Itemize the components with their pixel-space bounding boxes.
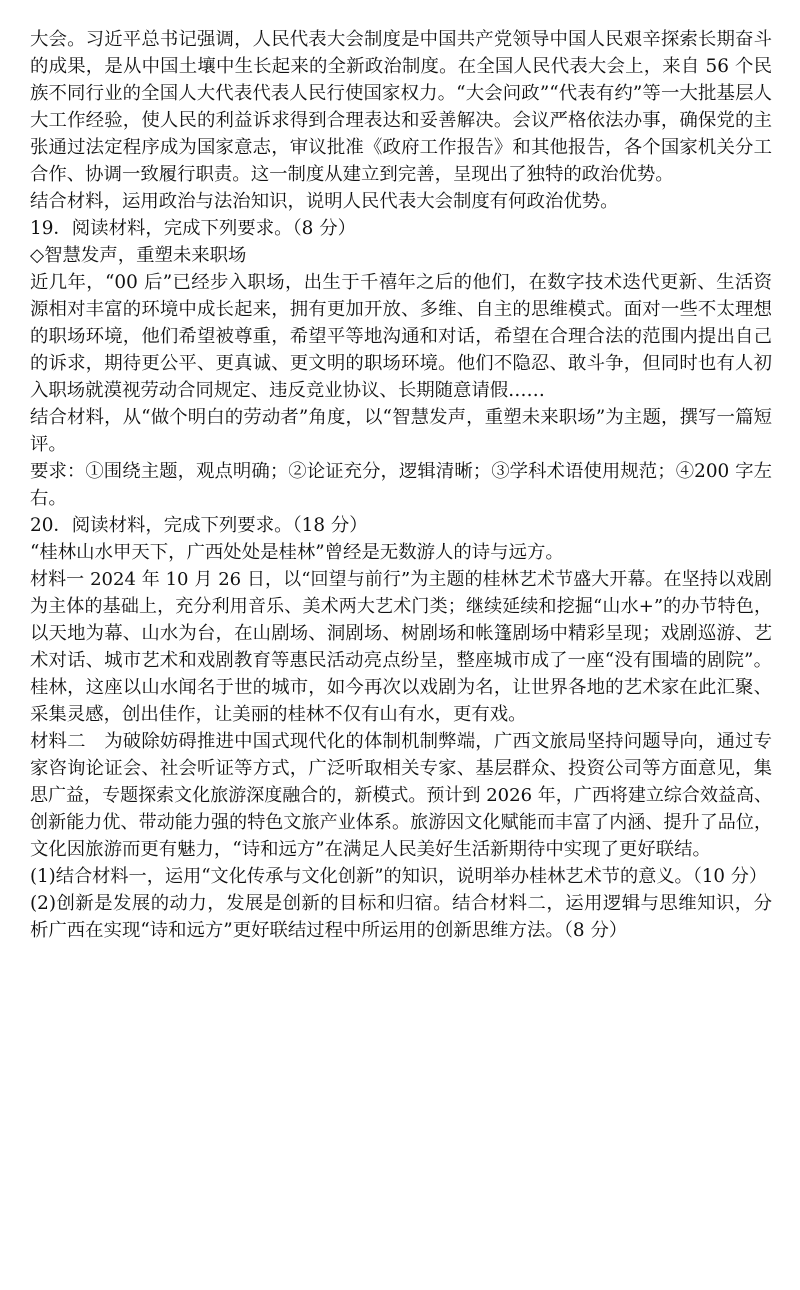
q20-material2-line: 创新能力优、带动能力强的特色文旅产业体系。旅游因文化赋能而丰富了内涵、提升了品位， xyxy=(30,812,772,833)
q20-subquestion-2-line: (2)创新是发展的动力，发展是创新的目标和归宿。结合材料二，运用逻辑与思维知识，分 xyxy=(30,893,772,914)
q18-passage-line: 合作、协调一致履行职责。这一制度从建立到完善，呈现出了独特的政治优势。 xyxy=(30,164,674,185)
q19-material-line: 入职场就漠视劳动合同规定、违反竞业协议、长期随意请假…… xyxy=(30,380,545,401)
q20-material1-line: 术对话、城市艺术和戏剧教育等惠民活动亮点纷呈，整座城市成了一座“没有围墙的剧院”。 xyxy=(30,650,772,671)
q19-heading: 19．阅读材料，完成下列要求。（8 分） xyxy=(30,218,356,239)
q20-material1-line: 采集灵感，创出佳作，让美丽的桂林不仅有山有水，更有戏。 xyxy=(30,704,527,725)
q18-passage-line: 张通过法定程序成为国家意志，审议批准《政府工作报告》和其他报告，各个国家机关分工 xyxy=(30,137,772,158)
q18-passage-line: 族不同行业的全国人大代表代表人民行使国家权力。“大会问政”“代表有约”等一大批基层人 xyxy=(30,83,772,104)
q19-subtitle: ◇智慧发声，重塑未来职场 xyxy=(30,245,247,266)
q19-requirements-line: 要求：①围绕主题，观点明确；②论证充分，逻辑清晰；③学科术语使用规范；④200 字左 xyxy=(30,461,772,482)
q20-material2-line: 材料二 为破除妨碍推进中国式现代化的体制机制弊端，广西文旅局坚持问题导向，通过专 xyxy=(30,731,772,752)
q20-subquestion-1: (1)结合材料一，运用“文化传承与文化创新”的知识，说明举办桂林艺术节的意义。（10 分） xyxy=(30,866,768,887)
q19-material-line: 的诉求，期待更公平、更真诚、更文明的职场环境。他们不隐忍、敢斗争，但同时也有人初 xyxy=(30,353,772,374)
q19-task-line: 结合材料，从“做个明白的劳动者”角度，以“智慧发声，重塑未来职场”为主题，撰写一篇短 xyxy=(30,407,772,428)
q18-passage-line: 的成果，是从中国土壤中生长起来的全新政治制度。在全国人民代表大会上，来自 56 个民 xyxy=(30,56,772,77)
q19-requirements-line: 右。 xyxy=(30,488,67,509)
q20-subquestion-2-line: 析广西在实现“诗和远方”更好联结过程中所运用的创新思维方法。（8 分） xyxy=(30,920,628,941)
q18-passage-line: 大会。习近平总书记强调，人民代表大会制度是中国共产党领导中国人民艰辛探索长期奋斗 xyxy=(30,29,772,50)
q19-material-line: 的职场环境，他们希望被尊重，希望平等地沟通和对话，希望在合理合法的范围内提出自己 xyxy=(30,326,772,347)
q20-material1-line: 桂林，这座以山水闻名于世的城市，如今再次以戏剧为名，让世界各地的艺术家在此汇聚、 xyxy=(30,677,772,698)
q19-material-line: 源相对丰富的环境中成长起来，拥有更加开放、多维、自主的思维模式。面对一些不太理想 xyxy=(30,299,772,320)
q19-task-line: 评。 xyxy=(30,434,67,455)
q20-material2-line: 家咨询论证会、社会听证等方式，广泛听取相关专家、基层群众、投资公司等方面意见，集 xyxy=(30,758,772,779)
q20-intro: “桂林山水甲天下，广西处处是桂林”曾经是无数游人的诗与远方。 xyxy=(30,542,564,563)
q20-material1-line: 为主体的基础上，充分利用音乐、美术两大艺术门类；继续延续和挖掘“山水+”的办节特色， xyxy=(30,596,772,617)
q20-material1-line: 材料一 2024 年 10 月 26 日，以“回望与前行”为主题的桂林艺术节盛大开幕。在坚持以戏剧 xyxy=(30,569,772,590)
q18-prompt: 结合材料，运用政治与法治知识，说明人民代表大会制度有何政治优势。 xyxy=(30,191,619,212)
q20-material2-line: 思广益，专题探索文化旅游深度融合的，新模式。预计到 2026 年，广西将建立综合效益高、 xyxy=(30,785,772,806)
q18-passage-line: 大工作经验，使人民的利益诉求得到合理表达和妥善解决。会议严格依法办事，确保党的主 xyxy=(30,110,772,131)
q19-material-line: 近几年，“00 后”已经步入职场，出生于千禧年之后的他们，在数字技术迭代更新、生活资 xyxy=(30,272,772,293)
q20-heading: 20．阅读材料，完成下列要求。（18 分） xyxy=(30,515,368,536)
q20-material2-line: 文化因旅游而更有魅力，“诗和远方”在满足人民美好生活新期待中实现了更好联结。 xyxy=(30,839,711,860)
q20-material1-line: 以天地为幕、山水为台，在山剧场、洞剧场、树剧场和帐篷剧场中精彩呈现；戏剧巡游、艺 xyxy=(30,623,772,644)
